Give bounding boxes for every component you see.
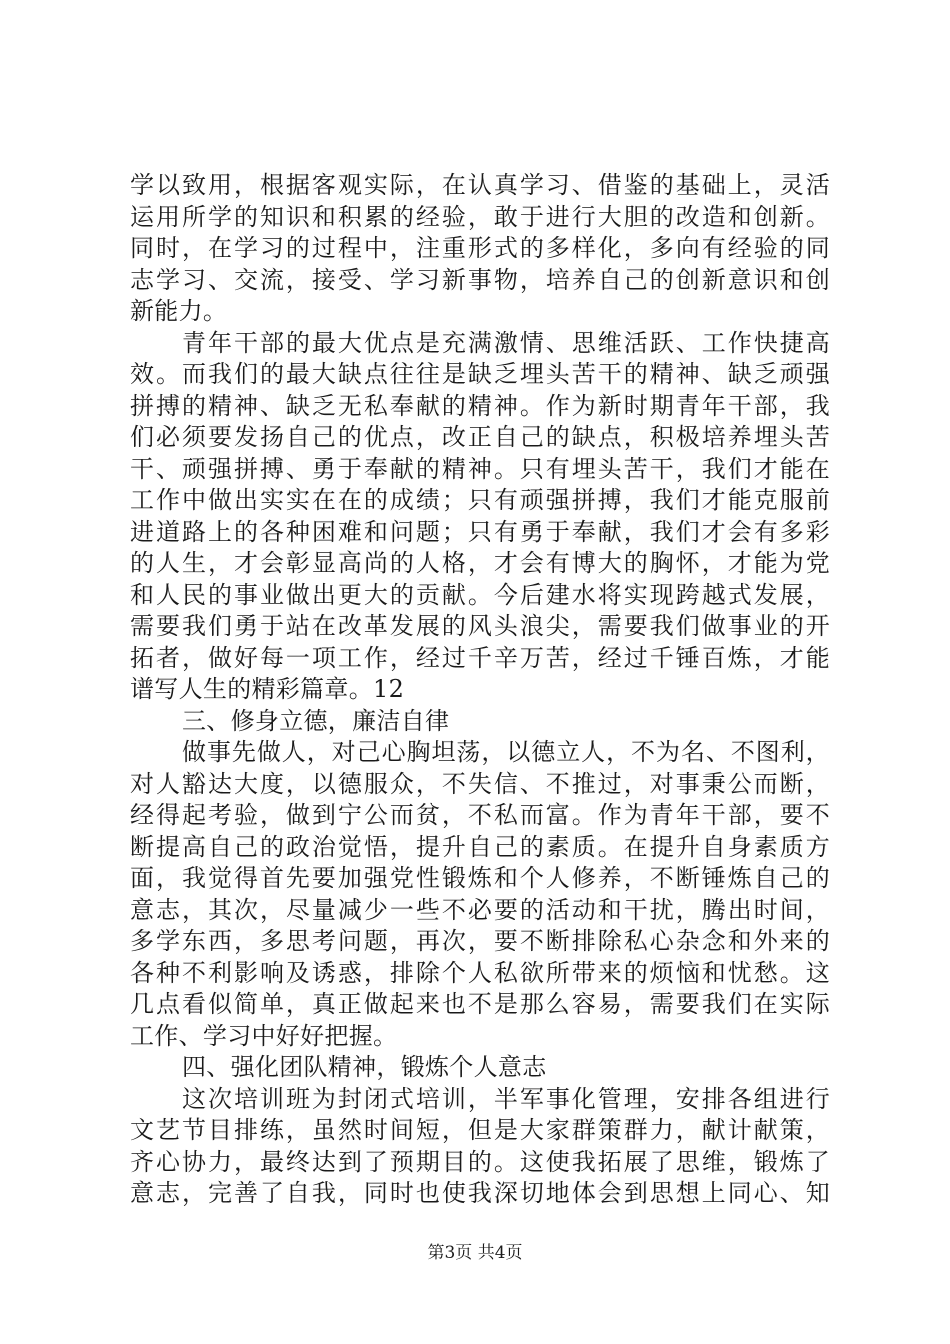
paragraph-first-line: 青年干部的最大优点是充满激情、思维活跃、工作快捷高	[182, 328, 830, 357]
text-line: 和人民的事业做出更大的贡献。今后建水将实现跨越式发展，	[130, 580, 830, 609]
text-line: 几点看似简单，真正做起来也不是那么容易，需要我们在实际	[130, 990, 830, 1018]
text-line: 多学东西，多思考问题，再次，要不断排除私心杂念和外来的	[130, 927, 830, 955]
text-line: 运用所学的知识和积累的经验，敢于进行大胆的改造和创新。	[130, 202, 830, 231]
text-line: 谱写人生的精彩篇章。12	[130, 675, 405, 703]
text-line: 经得起考验，做到宁公而贫，不私而富。作为青年干部，要不	[130, 801, 830, 829]
text-line: 工作、学习中好好把握。	[130, 1021, 398, 1050]
text-line: 意志，完善了自我，同时也使我深切地体会到思想上同心、知	[130, 1179, 830, 1207]
text-line: 各种不利影响及诱惑，排除个人私欲所带来的烦恼和忧愁。这	[130, 958, 830, 987]
text-line: 对人豁达大度，以德服众，不失信、不推过，对事秉公而断，	[130, 769, 830, 798]
text-line: 志学习、交流，接受、学习新事物，培养自己的创新意识和创	[130, 265, 830, 294]
text-line: 效。而我们的最大缺点往往是缺乏埋头苦干的精神、缺乏顽强	[130, 360, 830, 388]
text-line: 的人生，才会彰显高尚的人格，才会有博大的胸怀，才能为党	[130, 549, 830, 577]
text-line: 拓者，做好每一项工作，经过千辛万苦，经过千锤百炼，才能	[130, 643, 830, 672]
text-line: 断提高自己的政治觉悟，提升自己的素质。在提升自身素质方	[130, 832, 830, 861]
text-line: 进道路上的各种困难和问题；只有勇于奉献，我们才会有多彩	[130, 517, 830, 546]
text-line: 干、顽强拼搏、勇于奉献的精神。只有埋头苦干，我们才能在	[130, 454, 830, 483]
text-line: 同时，在学习的过程中，注重形式的多样化，多向有经验的同	[130, 234, 830, 262]
text-line: 们必须要发扬自己的优点，改正自己的缺点，积极培养埋头苦	[130, 423, 830, 451]
text-line: 学以致用，根据客观实际，在认真学习、借鉴的基础上，灵活	[130, 171, 830, 199]
page-number-footer: 第3页 共4页	[427, 1243, 523, 1263]
paragraph-first-line: 这次培训班为封闭式培训，半军事化管理，安排各组进行	[182, 1084, 830, 1113]
paragraph-first-line: 做事先做人，对己心胸坦荡，以德立人，不为名、不图利，	[182, 738, 830, 766]
document-body	[130, 170, 830, 1210]
text-line: 面，我觉得首先要加强党性锻炼和个人修养，不断锤炼自己的	[130, 864, 830, 892]
text-line: 文艺节目排练，虽然时间短，但是大家群策群力，献计献策，	[130, 1116, 830, 1144]
section-heading: 四、强化团队精神，锻炼个人意志	[182, 1053, 547, 1081]
text-line: 新能力。	[130, 297, 228, 325]
text-line: 齐心协力，最终达到了预期目的。这使我拓展了思维，锻炼了	[130, 1147, 830, 1176]
text-line: 需要我们勇于站在改革发展的风头浪尖，需要我们做事业的开	[130, 612, 830, 640]
text-line: 拼搏的精神、缺乏无私奉献的精神。作为新时期青年干部，我	[130, 391, 830, 420]
text-line: 工作中做出实实在在的成绩；只有顽强拼搏，我们才能克服前	[130, 486, 830, 514]
section-heading: 三、修身立德，廉洁自律	[182, 706, 450, 735]
text-line: 意志，其次，尽量减少一些不必要的活动和干扰，腾出时间，	[130, 895, 830, 924]
